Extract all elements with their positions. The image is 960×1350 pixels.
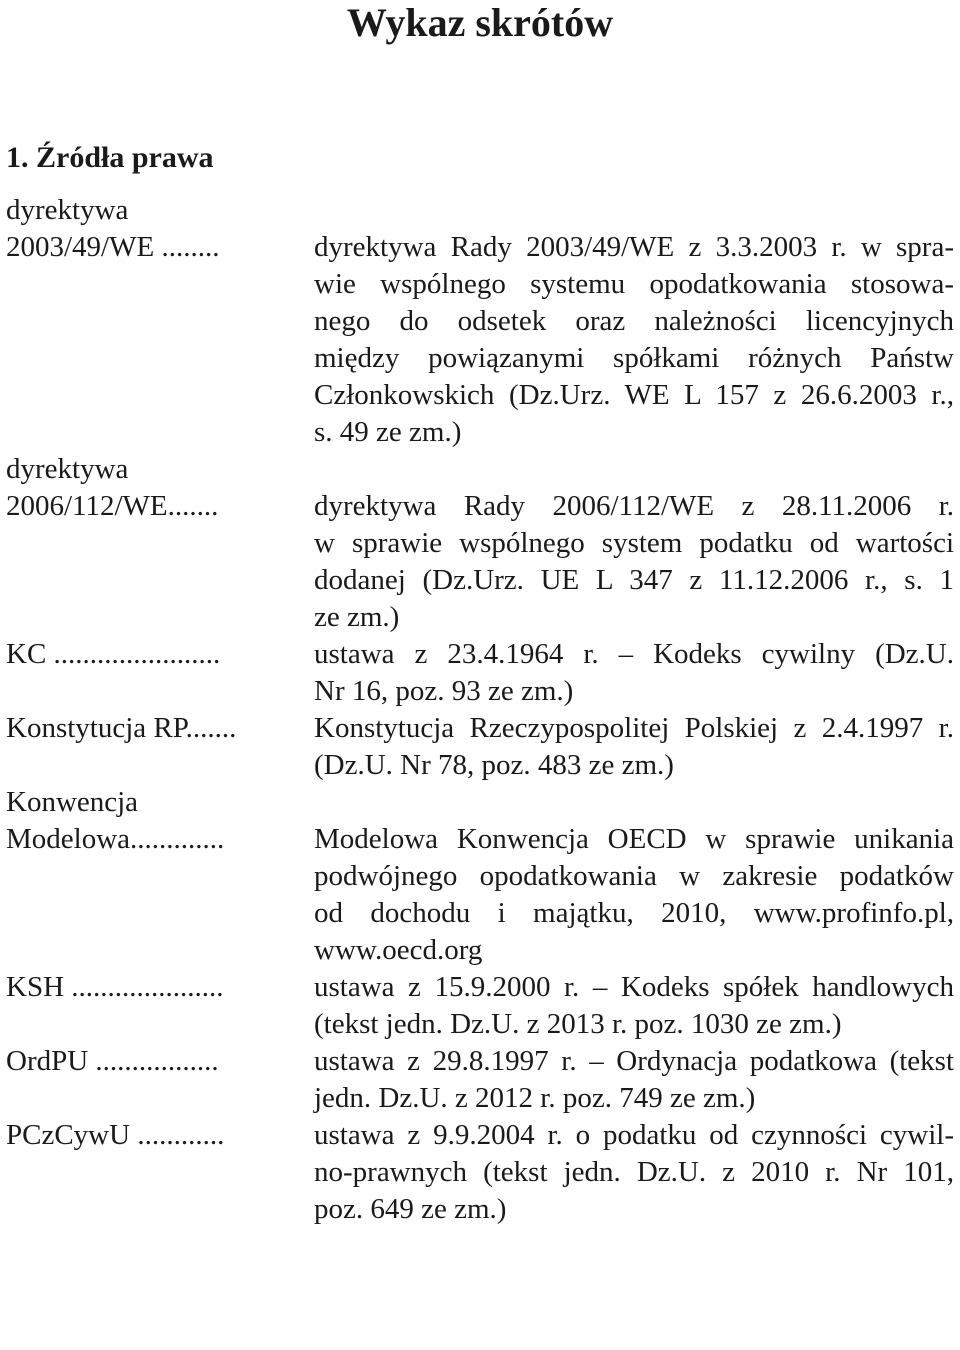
abbreviation-entry-wrapper <box>6 451 954 636</box>
abbreviation-term-line: dyrektywa <box>6 194 129 226</box>
abbreviation-term-line: KC ....................... <box>6 638 221 670</box>
abbreviation-term-line: Konwencja <box>6 786 139 818</box>
abbreviation-term <box>6 488 314 525</box>
definition-line: (Dz.U. Nr 78, poz. 483 ze zm.) <box>314 749 674 781</box>
definition-line: ustawa z 9.9.2004 r. o podatku od czynności cywil- <box>314 1119 954 1151</box>
abbreviation-definition <box>314 1043 954 1117</box>
abbreviation-term-line: PCzCywU ............ <box>6 1119 225 1151</box>
definition-line: jedn. Dz.U. z 2012 r. poz. 749 ze zm.) <box>314 1082 756 1114</box>
definition-line: między powiązanymi spółkami różnych Państw <box>314 342 954 374</box>
abbreviation-term-line: dyrektywa <box>6 453 129 485</box>
abbreviation-entry-wrapper <box>6 784 954 969</box>
abbreviation-term <box>6 192 314 229</box>
definition-line: Konstytucja Rzeczypospolitej Polskiej z 2.4.1997 r. <box>314 712 954 744</box>
page-title: Wykaz skrótów <box>346 0 614 45</box>
abbreviation-term <box>6 229 314 266</box>
definition-line: poz. 649 ze zm.) <box>314 1193 507 1225</box>
abbreviation-entry <box>6 1117 954 1228</box>
abbreviation-entry <box>6 636 954 710</box>
abbreviation-term-line: Modelowa............. <box>6 823 225 855</box>
definition-line: ustawa z 29.8.1997 r. – Ordynacja podatkowa (tekst <box>314 1045 954 1077</box>
abbreviation-definition <box>314 1117 954 1228</box>
definition-line: podwójnego opodatkowania w zakresie podatków <box>314 860 954 892</box>
abbreviation-entry <box>6 821 954 969</box>
abbreviation-term <box>6 784 314 821</box>
definition-line: Nr 16, poz. 93 ze zm.) <box>314 675 574 707</box>
definition-line: nego do odsetek oraz należności licencyjnych <box>314 305 954 337</box>
definition-line: ustawa z 15.9.2000 r. – Kodeks spółek handlowych <box>314 971 954 1003</box>
definition-line: ustawa z 23.4.1964 r. – Kodeks cywilny (Dz.U. <box>314 638 954 670</box>
abbreviation-term-line: Konstytucja RP....... <box>6 712 237 744</box>
abbreviation-definition <box>314 710 954 784</box>
abbreviation-term-prefix-row <box>6 784 954 821</box>
abbreviation-entry <box>6 1043 954 1117</box>
definition-line: no-prawnych (tekst jedn. Dz.U. z 2010 r. Nr 101, <box>314 1156 954 1188</box>
abbreviation-term <box>6 636 314 673</box>
definition-line: www.oecd.org <box>314 934 483 966</box>
abbreviation-term <box>6 451 314 488</box>
definition-line: dodanej (Dz.Urz. UE L 347 z 11.12.2006 r., s. 1 <box>314 564 954 596</box>
abbreviation-entry-wrapper <box>6 192 954 451</box>
abbreviation-definition <box>314 636 954 710</box>
abbreviation-definition <box>314 821 954 969</box>
definition-line: w sprawie wspólnego system podatku od wartości <box>314 527 954 559</box>
abbreviation-definition <box>314 969 954 1043</box>
abbreviation-term-line: OrdPU ................. <box>6 1045 219 1077</box>
definition-line: od dochodu i majątku, 2010, www.profinfo.pl, <box>314 897 954 929</box>
abbreviation-term-prefix-row <box>6 451 954 488</box>
abbreviation-definition <box>314 229 954 451</box>
abbreviation-term-line: 2003/49/WE ........ <box>6 231 220 263</box>
abbreviation-term-prefix-row <box>6 192 954 229</box>
definition-line: ze zm.) <box>314 601 400 633</box>
abbreviation-term <box>6 1117 314 1154</box>
definition-line: (tekst jedn. Dz.U. z 2013 r. poz. 1030 ze zm.) <box>314 1008 842 1040</box>
abbreviation-term <box>6 969 314 1006</box>
abbreviation-entry <box>6 488 954 636</box>
definition-line: wie wspólnego systemu opodatkowania stosowa- <box>314 268 954 300</box>
abbreviation-term <box>6 710 314 747</box>
abbreviation-entry <box>6 969 954 1043</box>
definition-line: Modelowa Konwencja OECD w sprawie unikania <box>314 823 954 855</box>
definition-line: dyrektywa Rady 2003/49/WE z 3.3.2003 r. w spra- <box>314 231 954 263</box>
abbreviation-term <box>6 821 314 858</box>
abbreviation-list <box>6 192 954 1228</box>
definition-line: Członkowskich (Dz.Urz. WE L 157 z 26.6.2003 r., <box>314 379 954 411</box>
abbreviation-term-line: KSH ..................... <box>6 971 224 1003</box>
abbreviation-entry <box>6 229 954 451</box>
definition-line: s. 49 ze zm.) <box>314 416 462 448</box>
section-heading: 1. Źródła prawa <box>6 141 214 174</box>
definition-line: dyrektywa Rady 2006/112/WE z 28.11.2006 r. <box>314 490 954 522</box>
abbreviation-entry <box>6 710 954 784</box>
abbreviation-definition <box>314 488 954 636</box>
abbreviation-term-line: 2006/112/WE....... <box>6 490 219 522</box>
abbreviation-term <box>6 1043 314 1080</box>
